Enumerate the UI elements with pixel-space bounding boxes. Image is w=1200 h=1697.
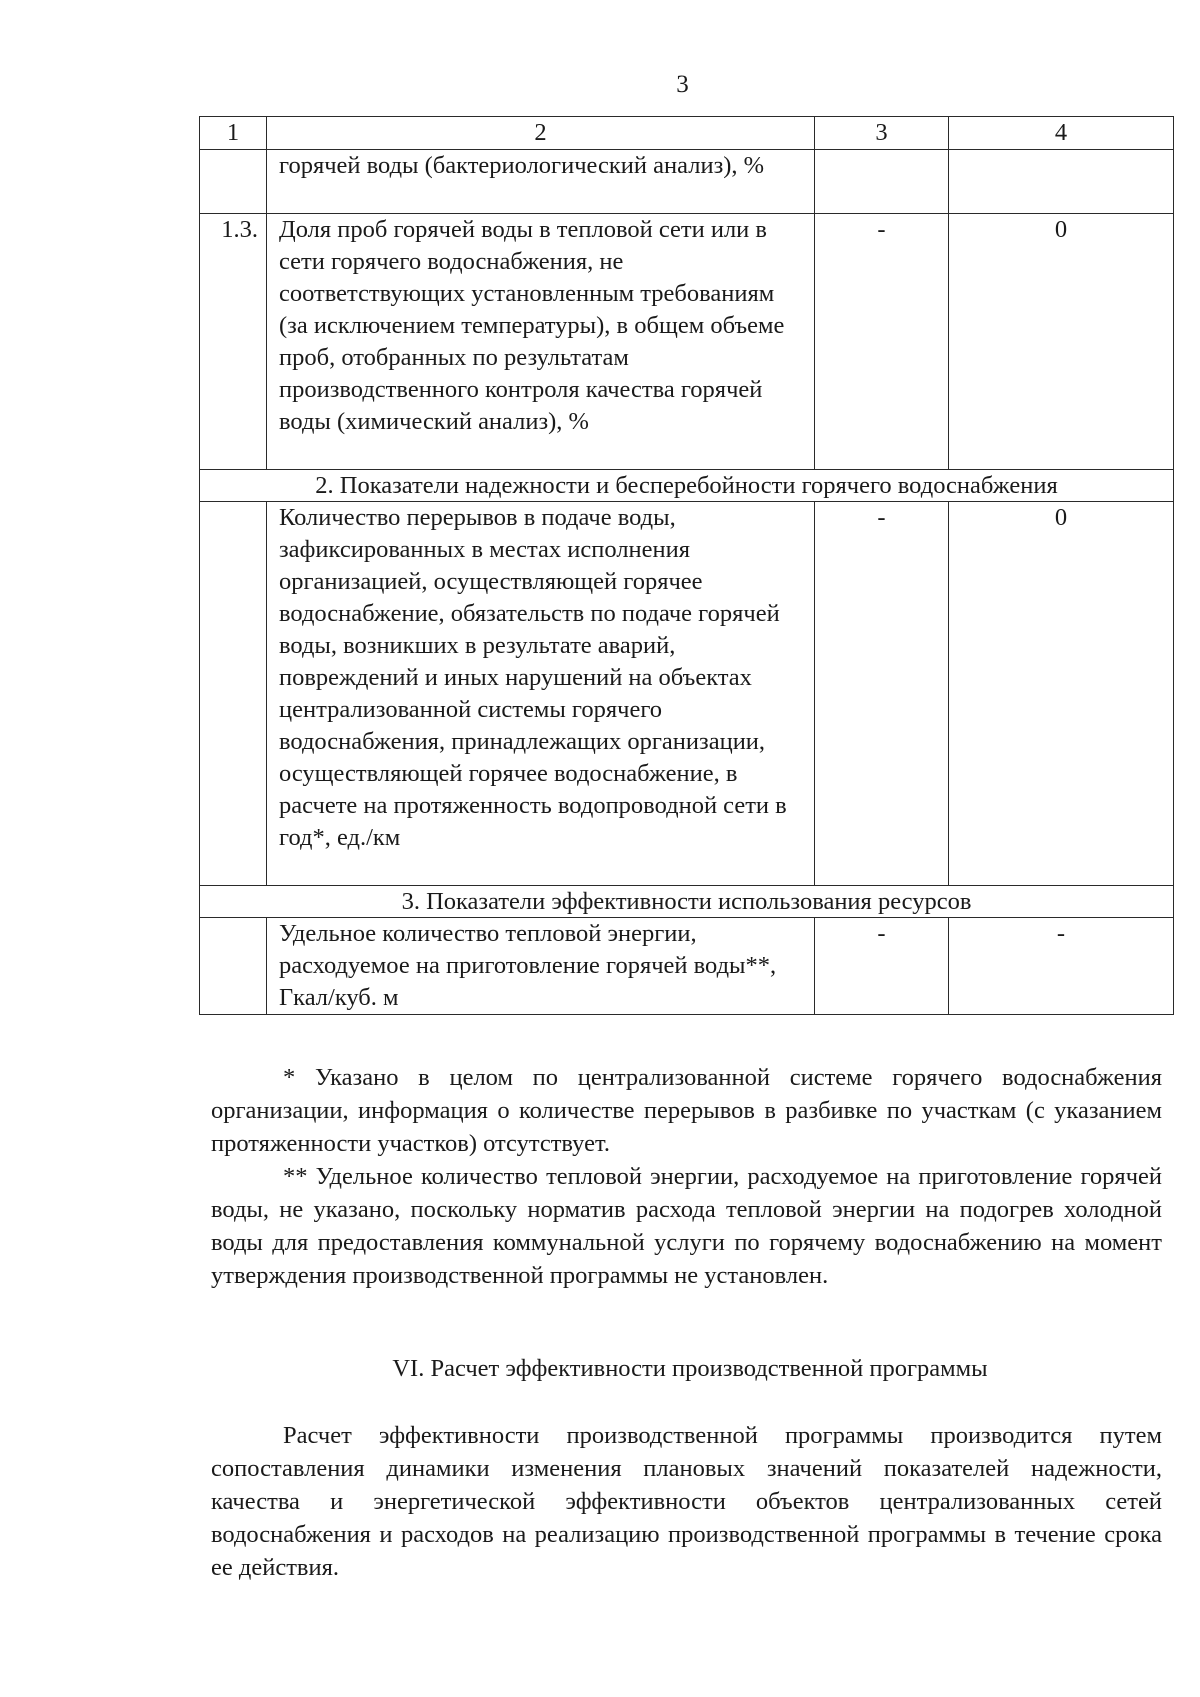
section-vi-paragraph: Расчет эффективности производственной программы производится путем сопоставления динамики изменения плановых значений показателей надежности, качества и энергетической эффективности объектов централизованных сетей водоснабжения и расходов на реализацию производственной программы в течение срока ее действия. <box>211 1422 1162 1581</box>
header-col-2: 2 <box>267 117 815 150</box>
row-indicator-text: горячей воды (бактериологический анализ), % <box>267 150 815 214</box>
table-row <box>200 150 1174 214</box>
row-indicator-text: Доля проб горячей воды в тепловой сети или в сети горячего водоснабжения, не соответствующих установленным требованиям (за исключением температуры), в общем объеме проб, отобранных по результатам производственного контроля качества горячей воды (химический анализ), % <box>267 214 815 470</box>
section-heading-row <box>200 886 1174 918</box>
row-col3-value: - <box>815 214 949 470</box>
row-col4-value: 0 <box>949 214 1174 470</box>
page-number: 3 <box>676 71 689 98</box>
table-row <box>200 918 1174 1015</box>
row-col4-value: 0 <box>949 502 1174 886</box>
footnote-2: ** Удельное количество тепловой энергии, расходуемое на приготовление горячей воды, не указано, поскольку норматив расхода тепловой энергии на подогрев холодной воды для предоставления коммунальной услуги по горячему водоснабжению на момент утверждения производственной программы не установлен. <box>211 1163 1162 1289</box>
indicators-table <box>199 116 1174 1015</box>
row-number <box>200 502 267 886</box>
header-col-1: 1 <box>200 117 267 150</box>
section-heading-row <box>200 470 1174 502</box>
row-number <box>200 918 267 1015</box>
row-col4-value: - <box>949 918 1174 1015</box>
table-row <box>200 502 1174 886</box>
header-col-4: 4 <box>949 117 1174 150</box>
row-number <box>200 150 267 214</box>
row-number: 1.3. <box>200 214 267 470</box>
table-header-row <box>200 117 1174 150</box>
section-vi-title: VI. Расчет эффективности производственной программы <box>392 1355 988 1382</box>
table-row <box>200 214 1174 470</box>
row-indicator-text: Количество перерывов в подаче воды, зафиксированных в местах исполнения организацией, осуществляющей горячее водоснабжение, обязательств по подаче горячей воды, возникших в результате аварий, повреждений и иных нарушений на объектах централизованной системы горячего водоснабжения, принадлежащих организации, осуществляющей горячее водоснабжение, в расчете на протяженность водопроводной сети в год*, ед./км <box>267 502 815 886</box>
row-col3-value: - <box>815 502 949 886</box>
footnote-1: * Указано в целом по централизованной системе горячего водоснабжения организации, информация о количестве перерывов в разбивке по участкам (с указанием протяженности участков) отсутствует. <box>211 1064 1162 1157</box>
row-col4-value <box>949 150 1174 214</box>
section-3-title: 3. Показатели эффективности использования ресурсов <box>200 886 1174 918</box>
header-col-3: 3 <box>815 117 949 150</box>
section-2-title: 2. Показатели надежности и бесперебойности горячего водоснабжения <box>200 470 1174 502</box>
footnotes <box>211 1061 1162 1292</box>
row-indicator-text: Удельное количество тепловой энергии, расходуемое на приготовление горячей воды**, Гкал/куб. м <box>267 918 815 1015</box>
row-col3-value <box>815 150 949 214</box>
row-col3-value: - <box>815 918 949 1015</box>
